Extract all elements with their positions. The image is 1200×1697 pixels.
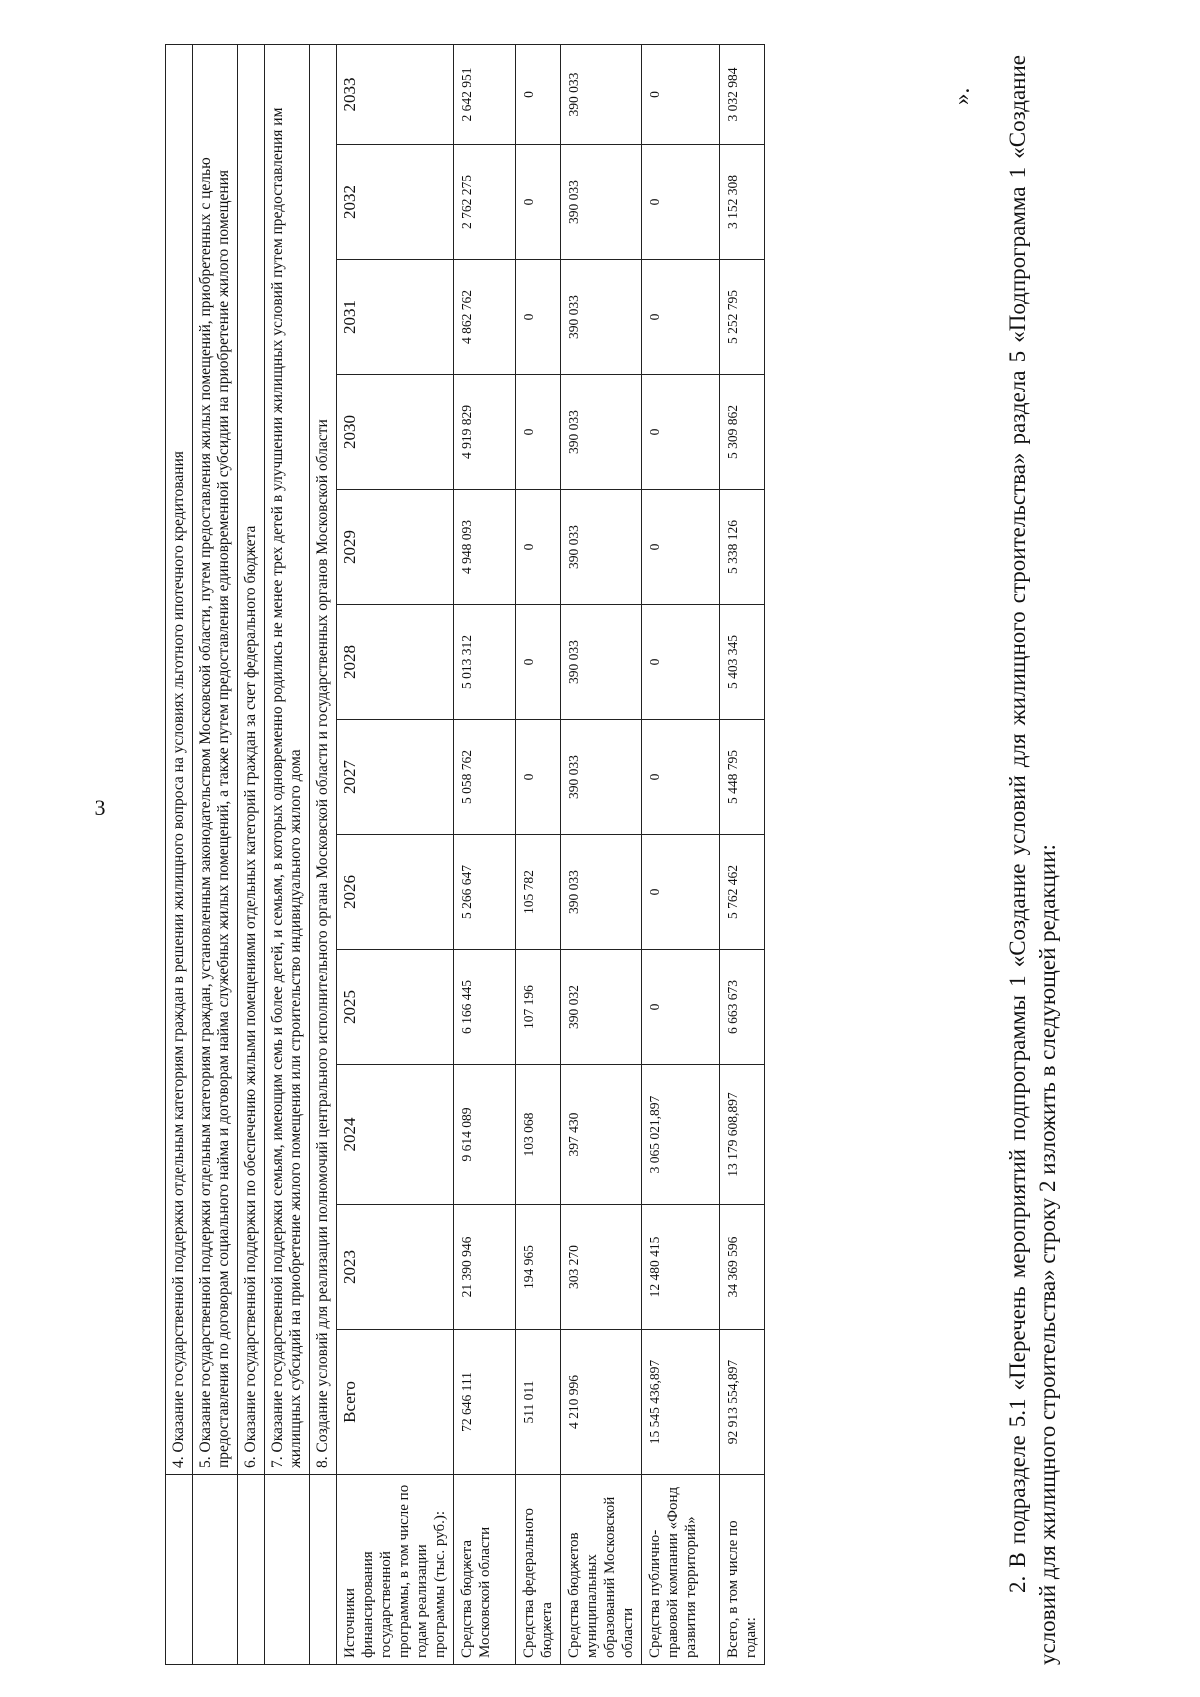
financing-total-row xyxy=(720,44,765,1664)
column-header: 2033 xyxy=(337,44,454,144)
table-cell: 0 xyxy=(516,44,561,144)
table-cell: 107 196 xyxy=(516,950,561,1065)
table-cell: 9 614 089 xyxy=(454,1065,516,1205)
program-table xyxy=(165,44,765,1665)
table-cell: 303 270 xyxy=(561,1205,642,1330)
table-cell: 21 390 946 xyxy=(454,1205,516,1330)
table-cell: 13 179 608,897 xyxy=(720,1065,765,1205)
task-item: 4. Оказание государственной поддержки отдельным категориям граждан в решении жилищного вопроса на условиях льготного ипотечного кредитования xyxy=(166,44,193,1474)
task-row xyxy=(166,44,193,1664)
table-cell: 34 369 596 xyxy=(720,1205,765,1330)
task-item: 5. Оказание государственной поддержки отдельным категориям граждан, установленным законодательством Московской области, путем предоставления жилых помещений, приобретенных с целью предоставления по договорам социального найма и договорам найма служебных жилых помещений, а также путем предоставления единовременной субсидии на приобретение жилого помещения xyxy=(193,44,238,1474)
column-header: 2031 xyxy=(337,260,454,375)
table-cell: 2 642 951 xyxy=(454,44,516,144)
table-cell: 3 152 308 xyxy=(720,145,765,260)
table-cell: 5 338 126 xyxy=(720,490,765,605)
table-cell: 0 xyxy=(642,375,720,490)
table-cell: 12 480 415 xyxy=(642,1205,720,1330)
task-item: 7. Оказание государственной поддержки семьям, имеющим семь и более детей, и семьям, в которых одновременно родились не менее трех детей в улучшении жилищных условий путем предоставления им жилищных субсидий на приобретение жилого помещения или строительство индивидуального жилого дома xyxy=(265,44,310,1474)
table-cell: 103 068 xyxy=(516,1065,561,1205)
table-cell: 6 663 673 xyxy=(720,950,765,1065)
table-cell: 15 545 436,897 xyxy=(642,1330,720,1475)
table-cell: 0 xyxy=(642,490,720,605)
table-cell: 390 033 xyxy=(561,490,642,605)
task-row xyxy=(193,44,238,1664)
table-cell: 390 033 xyxy=(561,145,642,260)
page-number: 3 xyxy=(94,795,106,820)
table-cell: 390 033 xyxy=(561,375,642,490)
table-cell: 0 xyxy=(516,375,561,490)
column-header: 2029 xyxy=(337,490,454,605)
table-cell: 0 xyxy=(642,605,720,720)
task-row xyxy=(310,44,337,1664)
financing-row xyxy=(516,44,561,1664)
column-header: Всего xyxy=(337,1330,454,1475)
table-cell: 390 033 xyxy=(561,260,642,375)
table-cell: 390 032 xyxy=(561,950,642,1065)
table-cell: 4 210 996 xyxy=(561,1330,642,1475)
table-cell: 0 xyxy=(642,835,720,950)
task-row xyxy=(265,44,310,1664)
table-cell: 6 166 445 xyxy=(454,950,516,1065)
financing-header-row xyxy=(337,44,454,1664)
table-cell: 511 011 xyxy=(516,1330,561,1475)
table-cell: 3 065 021,897 xyxy=(642,1065,720,1205)
column-header: 2032 xyxy=(337,145,454,260)
financing-row xyxy=(454,44,516,1664)
table-cell: 4 919 829 xyxy=(454,375,516,490)
column-header: 2028 xyxy=(337,605,454,720)
row-label: Средства публично-правовой компании «Фонд развития территорий» xyxy=(642,1475,720,1665)
table-cell: 0 xyxy=(516,260,561,375)
table-cell: 194 965 xyxy=(516,1205,561,1330)
financing-row xyxy=(561,44,642,1664)
table-cell: 397 430 xyxy=(561,1065,642,1205)
table-cell: 0 xyxy=(642,950,720,1065)
table-cell: 5 058 762 xyxy=(454,720,516,835)
column-header: 2023 xyxy=(337,1205,454,1330)
column-header: 2027 xyxy=(337,720,454,835)
row-label: Всего, в том числе по годам: xyxy=(720,1475,765,1665)
table-cell: 0 xyxy=(642,720,720,835)
table-cell: 390 033 xyxy=(561,44,642,144)
table-cell: 5 762 462 xyxy=(720,835,765,950)
table-cell: 72 646 111 xyxy=(454,1330,516,1475)
column-header: 2025 xyxy=(337,950,454,1065)
table-cell: 4 948 093 xyxy=(454,490,516,605)
table-cell: 0 xyxy=(642,260,720,375)
table-cell: 390 033 xyxy=(561,835,642,950)
table-cell: 0 xyxy=(516,145,561,260)
financing-header-label: Источники финансирования государственной программы, в том числе по годам реализации программы (тыс. руб.): xyxy=(337,1475,454,1665)
row-label: Средства бюджетов муниципальных образований Московской области xyxy=(561,1475,642,1665)
rotated-page-content xyxy=(145,45,1105,1685)
table-cell: 0 xyxy=(516,720,561,835)
table-cell: 390 033 xyxy=(561,720,642,835)
table-cell: 5 013 312 xyxy=(454,605,516,720)
table-cell: 5 309 862 xyxy=(720,375,765,490)
table-cell: 0 xyxy=(516,605,561,720)
table-cell: 0 xyxy=(516,490,561,605)
amendment-paragraph: 2. В подразделе 5.1 «Перечень мероприятий подпрограммы 1 «Создание условий для жилищного строительства» раздела 5 «Подпрограмма 1 «Создание условий для жилищного строительства» строку 2 изложить в следующей редакции: xyxy=(1005,55,1060,1665)
task-row xyxy=(238,44,265,1664)
table-cell: 5 266 647 xyxy=(454,835,516,950)
table-cell: 4 862 762 xyxy=(454,260,516,375)
table-cell: 5 403 345 xyxy=(720,605,765,720)
column-header: 2030 xyxy=(337,375,454,490)
financing-row xyxy=(642,44,720,1664)
column-header: 2026 xyxy=(337,835,454,950)
table-cell: 105 782 xyxy=(516,835,561,950)
table-cell: 0 xyxy=(642,44,720,144)
task-item: 6. Оказание государственной поддержки по обеспечению жилыми помещениями отдельных категорий граждан за счет федерального бюджета xyxy=(238,44,265,1474)
row-label: Средства бюджета Московской области xyxy=(454,1475,516,1665)
table-cell: 0 xyxy=(642,145,720,260)
task-item: 8. Создание условий для реализации полномочий центрального исполнительного органа Московской области и государственных органов Московской области xyxy=(310,44,337,1474)
table-cell: 3 032 984 xyxy=(720,44,765,144)
table-cell: 2 762 275 xyxy=(454,145,516,260)
row-label: Средства федерального бюджета xyxy=(516,1475,561,1665)
table-cell: 390 033 xyxy=(561,605,642,720)
table-cell: 5 252 795 xyxy=(720,260,765,375)
closing-quote-mark: ». xyxy=(949,87,974,105)
table-cell: 5 448 795 xyxy=(720,720,765,835)
column-header: 2024 xyxy=(337,1065,454,1205)
table-cell: 92 913 554,897 xyxy=(720,1330,765,1475)
